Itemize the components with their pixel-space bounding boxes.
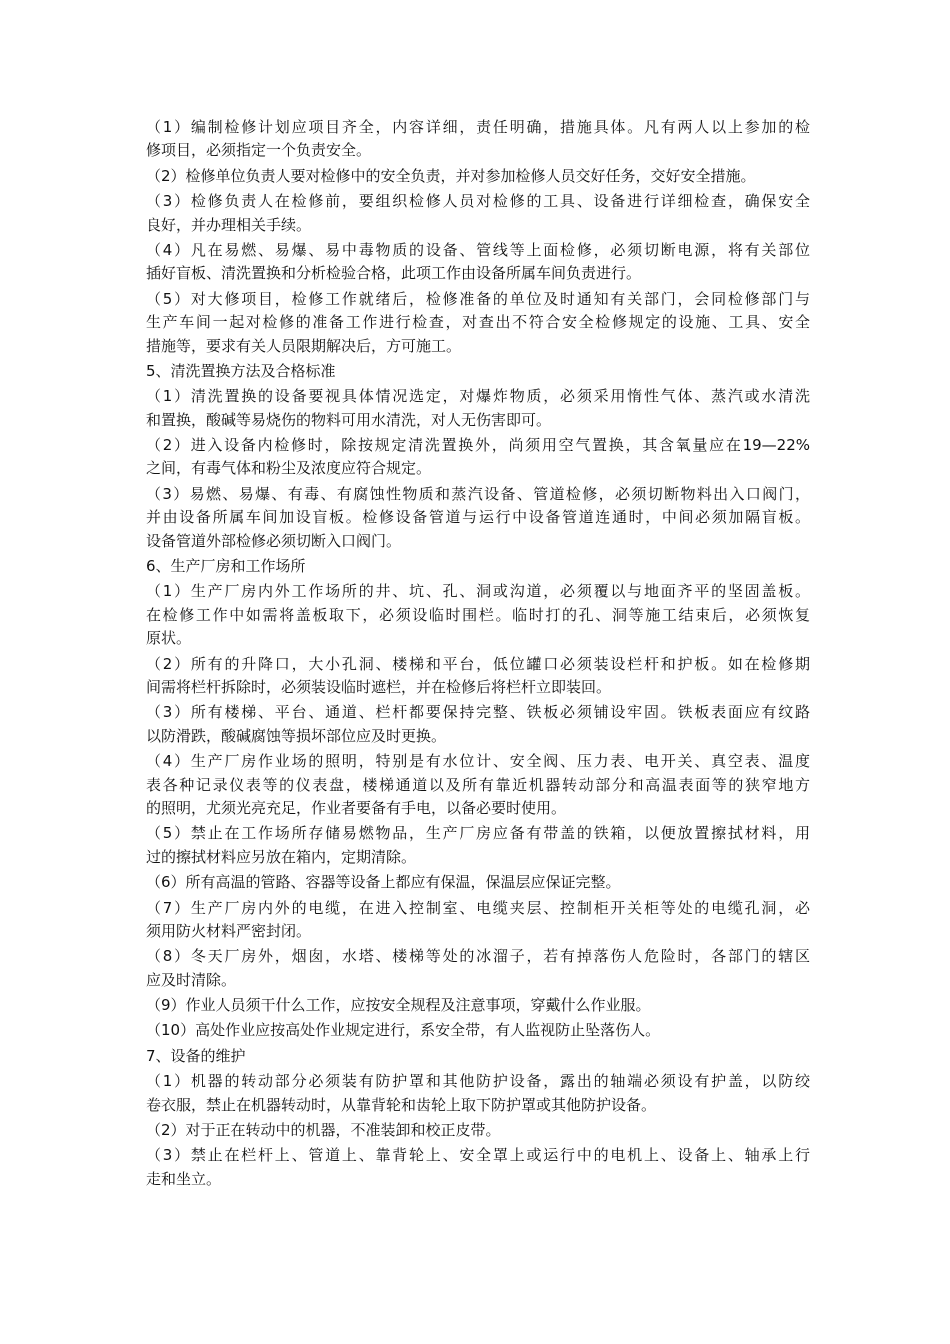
text-line: （2）检修单位负责人要对检修中的安全负责，并对参加检修人员交好任务，交好安全措施。	[146, 166, 756, 185]
paragraph	[146, 1019, 810, 1042]
text-line: 卷衣服，禁止在机器转动时，从靠背轮和齿轮上取下防护罩或其他防护设备。	[146, 1095, 657, 1114]
text-line: （2）对于正在转动中的机器，不准装卸和校正皮带。	[146, 1121, 501, 1140]
text-line: 5、清洗置换方法及合格标准	[146, 361, 336, 380]
text-line: 过的擦拭材料应另放在箱内，定期清除。	[146, 847, 417, 866]
text-line: （1）生产厂房内外工作场所的井、坑、孔、洞或沟道，必须覆以与地面齐平的坚固盖板。	[146, 582, 810, 601]
text-line: 修项目，必须指定一个负责安全。	[146, 141, 372, 160]
text-line: （10）高处作业应按高处作业规定进行，系安全带，有人监视防止坠落伤人。	[146, 1021, 661, 1040]
paragraph	[146, 701, 810, 748]
text-line: 并由设备所属车间加设盲板。检修设备管道与运行中设备管道连通时，中间必须加隔盲板。	[146, 508, 810, 527]
text-line: 间需将栏杆拆除时，必须装设临时遮栏，并在检修后将栏杆立即装回。	[146, 677, 612, 696]
document-body	[146, 116, 810, 1191]
text-line: 生产车间一起对检修的准备工作进行检查，对查出不符合安全检修规定的设施、工具、安全	[146, 313, 810, 332]
paragraph	[146, 653, 810, 700]
text-line: （2）进入设备内检修时，除按规定清洗置换外，尚须用空气置换，其含氧量应在19—22%	[146, 436, 810, 455]
text-line: 之间，有毒气体和粉尘及浓度应符合规定。	[146, 459, 432, 478]
paragraph	[146, 945, 810, 992]
paragraph	[146, 116, 810, 163]
text-line: （2）所有的升降口，大小孔洞、楼梯和平台，低位罐口必须装设栏杆和护板。如在检修期	[146, 654, 810, 673]
text-line: （5）禁止在工作场所存储易燃物品，生产厂房应备有带盖的铁箱，以便放置擦拭材料，用	[146, 824, 810, 843]
text-line: 应及时清除。	[146, 970, 237, 989]
text-line: 插好盲板、清洗置换和分析检验合格，此项工作由设备所属车间负责进行。	[146, 264, 642, 283]
paragraph	[146, 239, 810, 286]
paragraph	[146, 750, 810, 820]
paragraph	[146, 897, 810, 944]
text-line: （9）作业人员须干什么工作，应按安全规程及注意事项，穿戴什么作业服。	[146, 996, 651, 1015]
text-line: （3）禁止在栏杆上、管道上、靠背轮上、安全罩上或运行中的电机上、设备上、轴承上行	[146, 1146, 810, 1165]
paragraph	[146, 555, 810, 578]
text-line: （3）检修负责人在检修前，要组织检修人员对检修的工具、设备进行详细检查，确保安全	[146, 192, 810, 211]
text-line: （3）易燃、易爆、有毒、有腐蚀性物质和蒸汽设备、管道检修，必须切断物料出入口阀门，	[146, 484, 810, 503]
text-line: （5）对大修项目，检修工作就绪后，检修准备的单位及时通知有关部门，会同检修部门与	[146, 289, 810, 308]
text-line: 和置换，酸碱等易烧伤的物料可用水清洗，对人无伤害即可。	[146, 410, 552, 429]
text-line: 设备管道外部检修必须切断入口阀门。	[146, 531, 402, 550]
text-line: （3）所有楼梯、平台、通道、栏杆都要保持完整、铁板必须铺设牢固。铁板表面应有纹路	[146, 703, 810, 722]
text-line: 6、生产厂房和工作场所	[146, 557, 306, 576]
text-line: 走和坐立。	[146, 1169, 222, 1188]
text-line: （4）生产厂房作业场的照明，特别是有水位计、安全阀、压力表、电开关、真空表、温度	[146, 752, 810, 771]
text-line: 表各种记录仪表等的仪表盘，楼梯通道以及所有靠近机器转动部分和高温表面等的狭窄地方	[146, 775, 810, 794]
text-line: （1）机器的转动部分必须装有防护罩和其他防护设备，露出的轴端必须设有护盖，以防绞	[146, 1072, 810, 1091]
text-line: （1）编制检修计划应项目齐全，内容详细，责任明确，措施具体。凡有两人以上参加的检	[146, 118, 810, 136]
text-line: 在检修工作中如需将盖板取下，必须设临时围栏。临时打的孔、洞等施工结束后，必须恢复	[146, 605, 810, 624]
text-line: 须用防火材料严密封闭。	[146, 921, 312, 940]
paragraph	[146, 1045, 810, 1068]
paragraph	[146, 360, 810, 383]
paragraph	[146, 822, 810, 869]
paragraph	[146, 434, 810, 481]
text-line: （6）所有高温的管路、容器等设备上都应有保温，保温层应保证完整。	[146, 873, 621, 892]
text-line: （1）清洗置换的设备要视具体情况选定，对爆炸物质，必须采用惰性气体、蒸汽或水清洗	[146, 387, 810, 406]
paragraph	[146, 1144, 810, 1191]
paragraph	[146, 994, 810, 1017]
paragraph	[146, 580, 810, 650]
text-line: 良好，并办理相关手续。	[146, 215, 312, 234]
text-line: （8）冬天厂房外，烟囱，水塔、楼梯等处的冰溜子，若有掉落伤人危险时，各部门的辖区	[146, 947, 810, 966]
paragraph	[146, 483, 810, 553]
text-line: （4）凡在易燃、易爆、易中毒物质的设备、管线等上面检修，必须切断电源，将有关部位	[146, 240, 810, 259]
paragraph	[146, 385, 810, 432]
text-line: 措施等，要求有关人员限期解决后，方可施工。	[146, 336, 462, 355]
text-line: 的照明，尤须光亮充足，作业者要备有手电，以备必要时使用。	[146, 798, 567, 817]
paragraph	[146, 1070, 810, 1117]
paragraph	[146, 1119, 810, 1142]
paragraph	[146, 288, 810, 358]
text-line: 7、设备的维护	[146, 1046, 246, 1065]
paragraph	[146, 871, 810, 894]
text-line: 以防滑跌，酸碱腐蚀等损坏部位应及时更换。	[146, 726, 447, 745]
paragraph	[146, 190, 810, 237]
text-line: （7）生产厂房内外的电缆，在进入控制室、电缆夹层、控制柜开关柜等处的电缆孔洞，必	[146, 898, 810, 917]
paragraph	[146, 165, 810, 188]
text-line: 原状。	[146, 629, 192, 648]
